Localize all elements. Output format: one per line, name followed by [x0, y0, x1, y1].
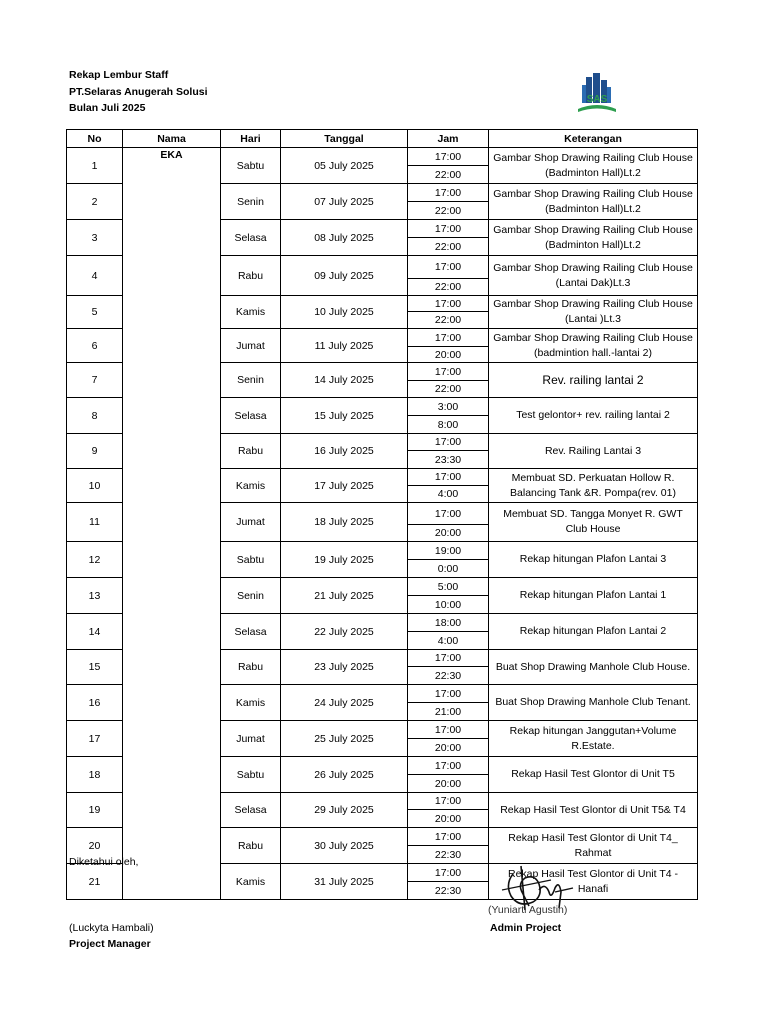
tanggal-cell: 29 July 2025	[281, 793, 408, 828]
row-number-cell: 9	[67, 434, 123, 469]
keterangan-cell: Rekap Hasil Test Glontor di Unit T5& T4	[489, 793, 698, 828]
jam-start-cell: 17:00	[408, 184, 489, 202]
period-label: Bulan Juli 2025	[69, 102, 146, 114]
jam-start-cell: 17:00	[408, 363, 489, 381]
tanggal-cell: 10 July 2025	[281, 296, 408, 329]
row-number-cell: 21	[67, 864, 123, 900]
tanggal-cell: 25 July 2025	[281, 721, 408, 757]
jam-start-cell: 17:00	[408, 757, 489, 775]
column-header-keterangan: Keterangan	[489, 130, 698, 148]
hari-cell: Senin	[221, 578, 281, 614]
jam-start-cell: 17:00	[408, 828, 489, 846]
tanggal-cell: 11 July 2025	[281, 329, 408, 363]
tanggal-cell: 15 July 2025	[281, 398, 408, 434]
jam-start-cell: 17:00	[408, 650, 489, 667]
jam-end-cell: 22:00	[408, 238, 489, 256]
keterangan-cell: Membuat SD. Perkuatan Hollow R. Balancing Tank &R. Pompa(rev. 01)	[489, 469, 698, 503]
keterangan-cell: Rekap hitungan Janggutan+Volume R.Estate.	[489, 721, 698, 757]
hari-cell: Kamis	[221, 296, 281, 329]
jam-start-cell: 17:00	[408, 220, 489, 238]
keterangan-cell: Test gelontor+ rev. railing lantai 2	[489, 398, 698, 434]
jam-end-cell: 22:00	[408, 279, 489, 296]
row-number-cell: 1	[67, 148, 123, 184]
document-title: Rekap Lembur Staff	[69, 69, 169, 81]
jam-end-cell: 20:00	[408, 775, 489, 793]
tanggal-cell: 19 July 2025	[281, 542, 408, 578]
jam-start-cell: 18:00	[408, 614, 489, 632]
row-number-cell: 5	[67, 296, 123, 329]
row-number-cell: 14	[67, 614, 123, 650]
tanggal-cell: 23 July 2025	[281, 650, 408, 685]
hari-cell: Selasa	[221, 614, 281, 650]
hari-cell: Senin	[221, 363, 281, 398]
hari-cell: Rabu	[221, 828, 281, 864]
tanggal-cell: 17 July 2025	[281, 469, 408, 503]
hari-cell: Sabtu	[221, 542, 281, 578]
jam-end-cell: 22:30	[408, 882, 489, 900]
keterangan-cell: Gambar Shop Drawing Railing Club House (badmintion hall.-lantai 2)	[489, 329, 698, 363]
tanggal-cell: 22 July 2025	[281, 614, 408, 650]
row-number-cell: 19	[67, 793, 123, 828]
overtime-table	[66, 129, 698, 900]
keterangan-cell: Gambar Shop Drawing Railing Club House (Lantai Dak)Lt.3	[489, 256, 698, 296]
jam-end-cell: 22:30	[408, 846, 489, 864]
tanggal-cell: 24 July 2025	[281, 685, 408, 721]
jam-end-cell: 4:00	[408, 632, 489, 650]
tanggal-cell: 31 July 2025	[281, 864, 408, 900]
keterangan-cell: Buat Shop Drawing Manhole Club House.	[489, 650, 698, 685]
tanggal-cell: 26 July 2025	[281, 757, 408, 793]
hari-cell: Selasa	[221, 398, 281, 434]
admin-role: Admin Project	[490, 922, 562, 934]
jam-end-cell: 22:00	[408, 166, 489, 184]
hari-cell: Rabu	[221, 434, 281, 469]
jam-end-cell: 20:00	[408, 810, 489, 828]
jam-end-cell: 22:00	[408, 202, 489, 220]
row-number-cell: 13	[67, 578, 123, 614]
jam-end-cell: 20:00	[408, 525, 489, 542]
jam-start-cell: 17:00	[408, 329, 489, 347]
tanggal-cell: 16 July 2025	[281, 434, 408, 469]
jam-start-cell: 17:00	[408, 148, 489, 166]
admin-name: (Yuniarti Agustin)	[488, 904, 568, 916]
company-logo	[574, 71, 620, 117]
jam-end-cell: 10:00	[408, 596, 489, 614]
jam-start-cell: 3:00	[408, 398, 489, 416]
row-number-cell: 8	[67, 398, 123, 434]
hari-cell: Kamis	[221, 469, 281, 503]
keterangan-cell: Rekap hitungan Plafon Lantai 1	[489, 578, 698, 614]
row-number-cell: 12	[67, 542, 123, 578]
jam-start-cell: 17:00	[408, 503, 489, 525]
column-header-hari: Hari	[221, 130, 281, 148]
keterangan-cell: Rekap hitungan Plafon Lantai 2	[489, 614, 698, 650]
row-number-cell: 10	[67, 469, 123, 503]
hari-cell: Selasa	[221, 220, 281, 256]
hari-cell: Selasa	[221, 793, 281, 828]
table-body	[67, 148, 698, 900]
table-header-row	[67, 130, 698, 148]
row-number-cell: 7	[67, 363, 123, 398]
jam-start-cell: 17:00	[408, 469, 489, 486]
tanggal-cell: 09 July 2025	[281, 256, 408, 296]
hari-cell: Jumat	[221, 503, 281, 542]
jam-end-cell: 23:30	[408, 451, 489, 469]
logo-text: SAS	[586, 94, 608, 105]
keterangan-cell: Buat Shop Drawing Manhole Club Tenant.	[489, 685, 698, 721]
tanggal-cell: 05 July 2025	[281, 148, 408, 184]
row-number-cell: 17	[67, 721, 123, 757]
row-number-cell: 6	[67, 329, 123, 363]
jam-end-cell: 22:30	[408, 667, 489, 685]
column-header-no: No	[67, 130, 123, 148]
row-number-cell: 16	[67, 685, 123, 721]
jam-start-cell: 5:00	[408, 578, 489, 596]
company-name: PT.Selaras Anugerah Solusi	[69, 85, 208, 98]
hari-cell: Kamis	[221, 864, 281, 900]
jam-start-cell: 17:00	[408, 256, 489, 279]
jam-end-cell: 0:00	[408, 560, 489, 578]
jam-end-cell: 20:00	[408, 347, 489, 363]
nama-cell: EKA	[123, 148, 221, 900]
jam-end-cell: 22:00	[408, 312, 489, 329]
tanggal-cell: 21 July 2025	[281, 578, 408, 614]
manager-name: (Luckyta Hambali)	[69, 922, 154, 934]
column-header-jam: Jam	[408, 130, 489, 148]
tanggal-cell: 14 July 2025	[281, 363, 408, 398]
document-header	[69, 67, 208, 117]
tanggal-cell: 30 July 2025	[281, 828, 408, 864]
keterangan-cell: Rekap Hasil Test Glontor di Unit T4 - Hanafi	[489, 864, 698, 900]
column-header-nama: Nama	[123, 130, 221, 148]
jam-start-cell: 17:00	[408, 793, 489, 810]
keterangan-cell: Gambar Shop Drawing Railing Club House (Badminton Hall)Lt.2	[489, 220, 698, 256]
keterangan-cell: Rekap hitungan Plafon Lantai 3	[489, 542, 698, 578]
row-number-cell: 15	[67, 650, 123, 685]
table-row	[67, 148, 698, 166]
hari-cell: Jumat	[221, 721, 281, 757]
jam-start-cell: 17:00	[408, 434, 489, 451]
keterangan-cell: Rekap Hasil Test Glontor di Unit T5	[489, 757, 698, 793]
jam-end-cell: 20:00	[408, 739, 489, 757]
acknowledged-label: Diketahui oleh,	[69, 856, 139, 868]
keterangan-cell: Rev. Railing Lantai 3	[489, 434, 698, 469]
hari-cell: Rabu	[221, 650, 281, 685]
jam-end-cell: 22:00	[408, 381, 489, 398]
hari-cell: Kamis	[221, 685, 281, 721]
jam-end-cell: 4:00	[408, 486, 489, 503]
jam-start-cell: 17:00	[408, 721, 489, 739]
jam-start-cell: 17:00	[408, 864, 489, 882]
jam-start-cell: 19:00	[408, 542, 489, 560]
jam-end-cell: 21:00	[408, 703, 489, 721]
hari-cell: Rabu	[221, 256, 281, 296]
tanggal-cell: 07 July 2025	[281, 184, 408, 220]
keterangan-cell: Membuat SD. Tangga Monyet R. GWT Club House	[489, 503, 698, 542]
tanggal-cell: 18 July 2025	[281, 503, 408, 542]
column-header-tanggal: Tanggal	[281, 130, 408, 148]
keterangan-cell: Gambar Shop Drawing Railing Club House (Lantai )Lt.3	[489, 296, 698, 329]
keterangan-cell: Gambar Shop Drawing Railing Club House (Badminton Hall)Lt.2	[489, 148, 698, 184]
row-number-cell: 2	[67, 184, 123, 220]
keterangan-cell: Rev. railing lantai 2	[489, 363, 698, 398]
hari-cell: Sabtu	[221, 757, 281, 793]
jam-end-cell: 8:00	[408, 416, 489, 434]
hari-cell: Sabtu	[221, 148, 281, 184]
keterangan-cell: Rekap Hasil Test Glontor di Unit T4_ Rahmat	[489, 828, 698, 864]
jam-start-cell: 17:00	[408, 296, 489, 312]
jam-start-cell: 17:00	[408, 685, 489, 703]
manager-role: Project Manager	[69, 938, 151, 950]
row-number-cell: 4	[67, 256, 123, 296]
tanggal-cell: 08 July 2025	[281, 220, 408, 256]
keterangan-cell: Gambar Shop Drawing Railing Club House (Badminton Hall)Lt.2	[489, 184, 698, 220]
hari-cell: Jumat	[221, 329, 281, 363]
row-number-cell: 18	[67, 757, 123, 793]
hari-cell: Senin	[221, 184, 281, 220]
row-number-cell: 20	[67, 828, 123, 864]
row-number-cell: 11	[67, 503, 123, 542]
row-number-cell: 3	[67, 220, 123, 256]
